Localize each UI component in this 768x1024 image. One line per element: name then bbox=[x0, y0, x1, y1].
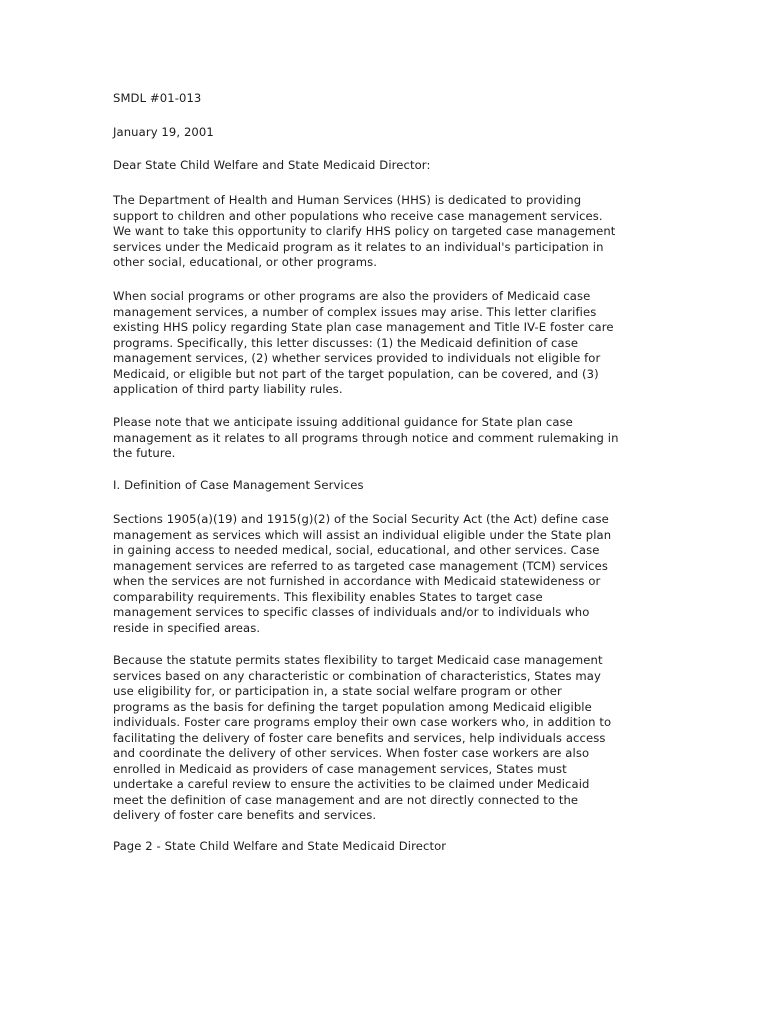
salutation: Dear State Child Welfare and State Medicaid Director: bbox=[113, 158, 431, 172]
page-header-next: Page 2 - State Child Welfare and State Medicaid Director bbox=[113, 839, 447, 853]
paragraph-issues: When social programs or other programs are also the providers of Medicaid case management services, a number of complex issues may arise. This letter clarifies existing HHS policy regarding State plan case management and Title IV-E foster care programs. Specifically, this letter discusses: (1) the Medicaid definition of case management services, (2) whether services provided to individuals not eligible for Medicaid, or eligible but not part of the target population, can be covered, and (3) application of third party liability rules. bbox=[113, 289, 614, 396]
section-heading: I. Definition of Case Management Services bbox=[113, 478, 364, 492]
paragraph-targeting: Because the statute permits states flexibility to target Medicaid case management services based on any characteristic or combination of characteristics, States may use eligibility for, or participation in, a state social welfare program or other programs as the basis for defining the target population among Medicaid eligible individuals. Foster care programs employ their own case workers who, in addition to facilitating the delivery of foster care benefits and services, help individuals access and coordinate the delivery of other services. When foster case workers are also enrolled in Medicaid as providers of case management services, States must undertake a careful review to ensure the activities to be claimed under Medicaid meet the definition of case management and are not directly connected to the delivery of foster care benefits and services. bbox=[113, 653, 612, 822]
paragraph-intro: The Department of Health and Human Services (HHS) is dedicated to providing support to children and other populations who receive case management services. We want to take this opportunity to clarify HHS policy on targeted case management services under the Medicaid program as it relates to an individual's participation in other social, educational, or other programs. bbox=[113, 193, 616, 269]
document-date: January 19, 2001 bbox=[113, 125, 214, 139]
document-reference: SMDL #01-013 bbox=[113, 91, 202, 105]
paragraph-definition: Sections 1905(a)(19) and 1915(g)(2) of the Social Security Act (the Act) define case management as services which will assist an individual eligible under the State plan in gaining access to needed medical, social, educational, and other services. Case management services are referred to as targeted case management (TCM) services when the services are not furnished in accordance with Medicaid statewideness or comparability requirements. This flexibility enables States to target case management services to specific classes of individuals and/or to individuals who reside in specified areas. bbox=[113, 512, 612, 635]
paragraph-future-guidance: Please note that we anticipate issuing additional guidance for State plan case management as it relates to all programs through notice and comment rulemaking in the future. bbox=[113, 415, 619, 460]
